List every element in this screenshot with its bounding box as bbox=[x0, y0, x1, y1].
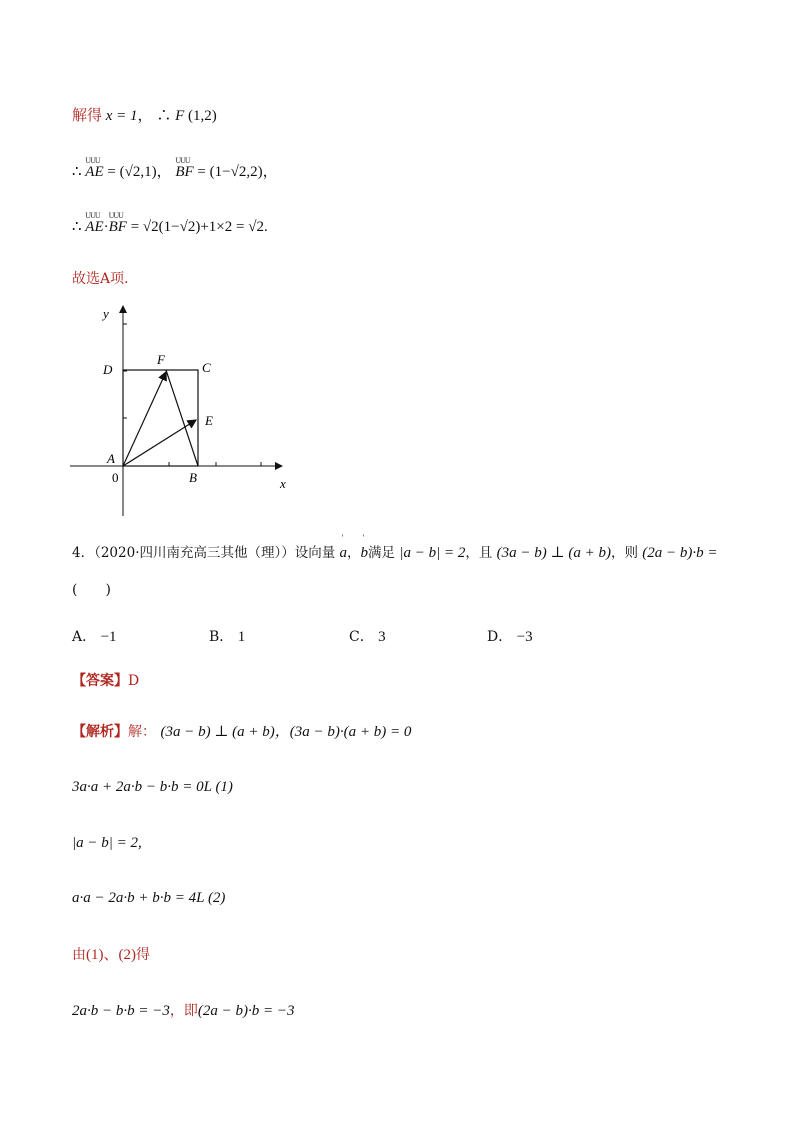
question-line: 4．（2020·四川南充高三其他（理））设向量 ' a， ' b满足 |a − b| = 2，且 (3a − b) ⊥ (a + b)，则 (2a − b)·b = bbox=[72, 533, 718, 561]
option-b: B． 1 bbox=[209, 629, 246, 645]
vector-bf: UUU BF bbox=[108, 211, 127, 235]
vector-a: ' a bbox=[339, 533, 348, 561]
point-f-label: F bbox=[175, 108, 185, 124]
question-ask: (2a − b)·b = bbox=[642, 545, 718, 561]
separator: ， bbox=[137, 108, 153, 124]
question-number: 4． bbox=[72, 545, 95, 561]
therefore-symbol: ∴ bbox=[156, 108, 172, 124]
vector-ae: UUU AE bbox=[85, 211, 104, 235]
question-stem: 设向量 bbox=[294, 545, 336, 561]
condition-norm: |a − b| = 2 bbox=[399, 545, 466, 561]
answer-line bbox=[72, 671, 139, 691]
solution-line-2: ∴ UUU AE = (√2,1)， UUU BF = (1−√2,2)， bbox=[72, 156, 278, 180]
answer-value: D bbox=[128, 673, 140, 689]
analysis-step-2: 3a·a + 2a·b − b·b = 0L (1) bbox=[72, 779, 233, 795]
solution-line-1 bbox=[72, 106, 217, 126]
analysis-step-6: 2a·b − b·b = −3，即(2a − b)·b = −3 bbox=[72, 1003, 295, 1019]
analysis-step-1: (3a − b) ⊥ (a + b)，(3a − b)·(a + b) = 0 bbox=[160, 724, 412, 740]
point-f-coords: (1,2) bbox=[188, 108, 217, 124]
option-a: A． −1 bbox=[72, 629, 117, 645]
analysis-line-1 bbox=[72, 722, 411, 742]
segment-bf bbox=[166, 370, 198, 466]
label-a: A bbox=[107, 451, 115, 466]
option-d: D． −3 bbox=[487, 629, 533, 645]
label-c: C bbox=[202, 360, 211, 375]
answer-blank: ( ) bbox=[72, 582, 111, 598]
vector-ae: UUU AE bbox=[85, 156, 104, 180]
analysis-step-3: |a − b| = 2, bbox=[72, 835, 142, 851]
label-e: E bbox=[205, 413, 213, 428]
analysis-tag: 【解析】 bbox=[72, 724, 128, 740]
vector-b: ' b bbox=[360, 533, 369, 561]
label-d: D bbox=[103, 362, 113, 377]
answer-tag: 【答案】 bbox=[72, 673, 128, 689]
label-b: B bbox=[189, 470, 197, 485]
option-c: C． 3 bbox=[349, 629, 386, 645]
vector-bf-value: (1−√2,2) bbox=[209, 164, 263, 180]
dot-product-result: = √2(1−√2)+1×2 = √2 bbox=[130, 219, 264, 235]
vector-ae-value: (√2,1) bbox=[119, 164, 157, 180]
square-vector-figure bbox=[60, 300, 300, 520]
therefore-symbol: ∴ bbox=[72, 164, 82, 180]
label-y: y bbox=[103, 306, 109, 321]
therefore-symbol: ∴ bbox=[72, 219, 82, 235]
analysis-step-4: a·a − 2a·b + b·b = 4L (2) bbox=[72, 890, 226, 906]
analysis-intro: 解： bbox=[128, 724, 156, 740]
label-origin: 0 bbox=[112, 470, 119, 485]
label-f: F bbox=[157, 352, 165, 367]
vector-bf: UUU BF bbox=[175, 156, 194, 180]
label-x: x bbox=[280, 476, 286, 491]
conclusion-text: 故选A项． bbox=[72, 271, 139, 287]
question-source: （2020·四川南充高三其他（理）） bbox=[94, 545, 295, 561]
equation-x: x = 1 bbox=[105, 108, 138, 124]
solution-line-3: ∴ UUU AE· UUU BF = √2(1−√2)+1×2 = √2. bbox=[72, 211, 268, 235]
condition-perp: (3a − b) ⊥ (a + b) bbox=[496, 545, 611, 561]
solve-prefix: 解得 bbox=[72, 108, 103, 124]
analysis-step-5: 由(1)、(2)得 bbox=[72, 947, 150, 963]
